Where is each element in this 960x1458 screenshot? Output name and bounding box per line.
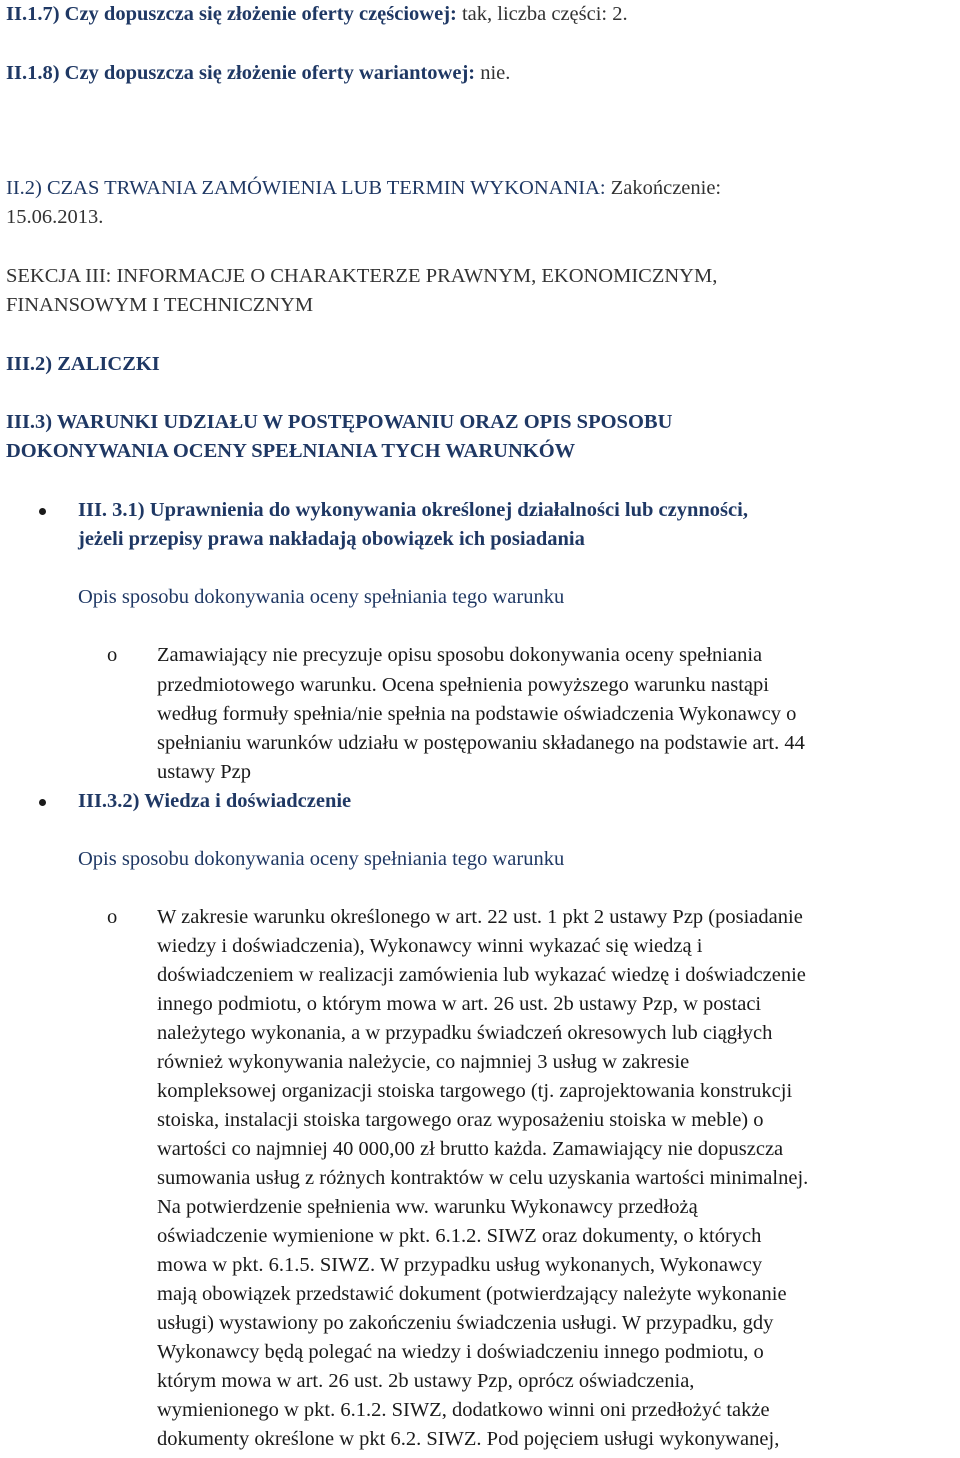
answer-ii-1-8: nie. bbox=[475, 62, 511, 84]
para-2-line-7: kompleksowej organizacji stoiska targowego (tj. zaprojektowania konstrukcji bbox=[157, 1080, 793, 1102]
para-2-line-9: wartości co najmniej 40 000,00 zł brutto każda. Zamawiający nie dopuszcza bbox=[157, 1138, 784, 1160]
heading-iii-3-2: III.3.2) Wiedza i doświadczenie bbox=[78, 790, 352, 812]
para-2-line-10: sumowania usług z różnych kontraktów w celu uzyskania wartości minimalnej. bbox=[157, 1167, 809, 1189]
para-2-line-5: należytego wykonania, a w przypadku świadczeń okresowych lub ciągłych bbox=[157, 1022, 773, 1044]
answer-ii-1-7: tak, liczba części: 2. bbox=[456, 3, 628, 25]
para-1-line-1: Zamawiający nie precyzuje opisu sposobu dokonywania oceny spełniania bbox=[157, 644, 763, 666]
para-2-line-3: doświadczeniem w realizacji zamówienia lub wykazać wiedzę i doświadczenie bbox=[157, 964, 806, 986]
heading-iii-3-1-line-1: III. 3.1) Uprawnienia do wykonywania określonej działalności lub czynności, bbox=[78, 499, 748, 521]
line-ii-1-8 bbox=[6, 63, 510, 84]
line-ii-1-7 bbox=[6, 4, 628, 25]
heading-iii-2: III.2) ZALICZKI bbox=[6, 353, 160, 375]
para-2-line-18: wymienionego w pkt. 6.1.2. SIWZ, dodatkowo winni oni przedłożyć także bbox=[157, 1399, 770, 1421]
heading-ii-1-7: II.1.7) Czy dopuszcza się złożenie oferty częściowej: bbox=[6, 3, 457, 25]
para-2-line-16: Wykonawcy będą polegać na wiedzy i doświadczeniu innego podmiotu, o bbox=[157, 1341, 764, 1363]
para-1-line-5: ustawy Pzp bbox=[157, 761, 251, 783]
bullet-iii-3-1 bbox=[39, 508, 46, 515]
section-iii-title-2: FINANSOWYM I TECHNICZNYM bbox=[6, 294, 314, 316]
para-2-line-11: Na potwierdzenie spełnienia ww. warunku Wykonawcy przedłożą bbox=[157, 1196, 698, 1218]
bullet-iii-3-2 bbox=[39, 799, 46, 806]
opis-heading-2: Opis sposobu dokonywania oceny spełniania tego warunku bbox=[78, 848, 565, 870]
heading-iii-3-line-2: DOKONYWANIA OCENY SPEŁNIANIA TYCH WARUNKÓW bbox=[6, 440, 576, 462]
heading-iii-3-line-1: III.3) WARUNKI UDZIAŁU W POSTĘPOWANIU ORAZ OPIS SPOSOBU bbox=[6, 411, 673, 433]
para-1-line-2: przedmiotowego warunku. Ocena spełnienia powyższego warunku nastąpi bbox=[157, 674, 769, 696]
para-2-line-13: mowa w pkt. 6.1.5. SIWZ. W przypadku usług wykonanych, Wykonawcy bbox=[157, 1254, 763, 1276]
para-2-line-8: stoiska, instalacji stoiska targowego oraz wyposażeniu stoiska w meble) o bbox=[157, 1109, 764, 1131]
section-iii-title-1: SEKCJA III: INFORMACJE O CHARAKTERZE PRAWNYM, EKONOMICZNYM, bbox=[6, 265, 718, 287]
heading-ii-1-8: II.1.8) Czy dopuszcza się złożenie oferty wariantowej: bbox=[6, 62, 476, 84]
para-2-line-12: oświadczenie wymienione w pkt. 6.1.2. SIWZ oraz dokumenty, o których bbox=[157, 1225, 762, 1247]
heading-ii-2: II.2) CZAS TRWANIA ZAMÓWIENIA LUB TERMIN WYKONANIA: bbox=[6, 177, 606, 199]
para-2-line-15: usługi) wystawiony po zakończeniu świadczenia usługi. W przypadku, gdy bbox=[157, 1312, 774, 1334]
para-1-line-3: według formuły spełnia/nie spełnia na podstawie oświadczenia Wykonawcy o bbox=[157, 703, 797, 725]
line-ii-2 bbox=[6, 178, 721, 199]
para-2-line-6: również wykonywania należycie, co najmniej 3 usług w zakresie bbox=[157, 1051, 690, 1073]
answer-ii-2-date: 15.06.2013. bbox=[6, 206, 104, 228]
para-2-line-17: którym mowa w art. 26 ust. 2b ustawy Pzp, oprócz oświadczenia, bbox=[157, 1370, 695, 1392]
para-1-line-4: spełnianiu warunków udziału w postępowaniu składanego na podstawie art. 44 bbox=[157, 732, 805, 754]
para-2-line-14: mają obowiązek przedstawić dokument (potwierdzający należyte wykonanie bbox=[157, 1283, 787, 1305]
circle-marker-2: o bbox=[107, 906, 118, 928]
opis-heading-1: Opis sposobu dokonywania oceny spełniania tego warunku bbox=[78, 586, 565, 608]
para-2-line-4: innego podmiotu, o którym mowa w art. 26 ust. 2b ustawy Pzp, w postaci bbox=[157, 993, 762, 1015]
para-2-line-2: wiedzy i doświadczenia), Wykonawcy winni wykazać się wiedzą i bbox=[157, 935, 703, 957]
answer-ii-2: Zakończenie: bbox=[605, 177, 722, 199]
para-2-line-19: dokumenty określone w pkt 6.2. SIWZ. Pod pojęciem usługi wykonywanej, bbox=[157, 1428, 780, 1450]
circle-marker-1: o bbox=[107, 644, 118, 666]
heading-iii-3-1-line-2: jeżeli przepisy prawa nakładają obowiązek ich posiadania bbox=[78, 528, 585, 550]
para-2-line-1: W zakresie warunku określonego w art. 22 ust. 1 pkt 2 ustawy Pzp (posiadanie bbox=[157, 906, 803, 928]
